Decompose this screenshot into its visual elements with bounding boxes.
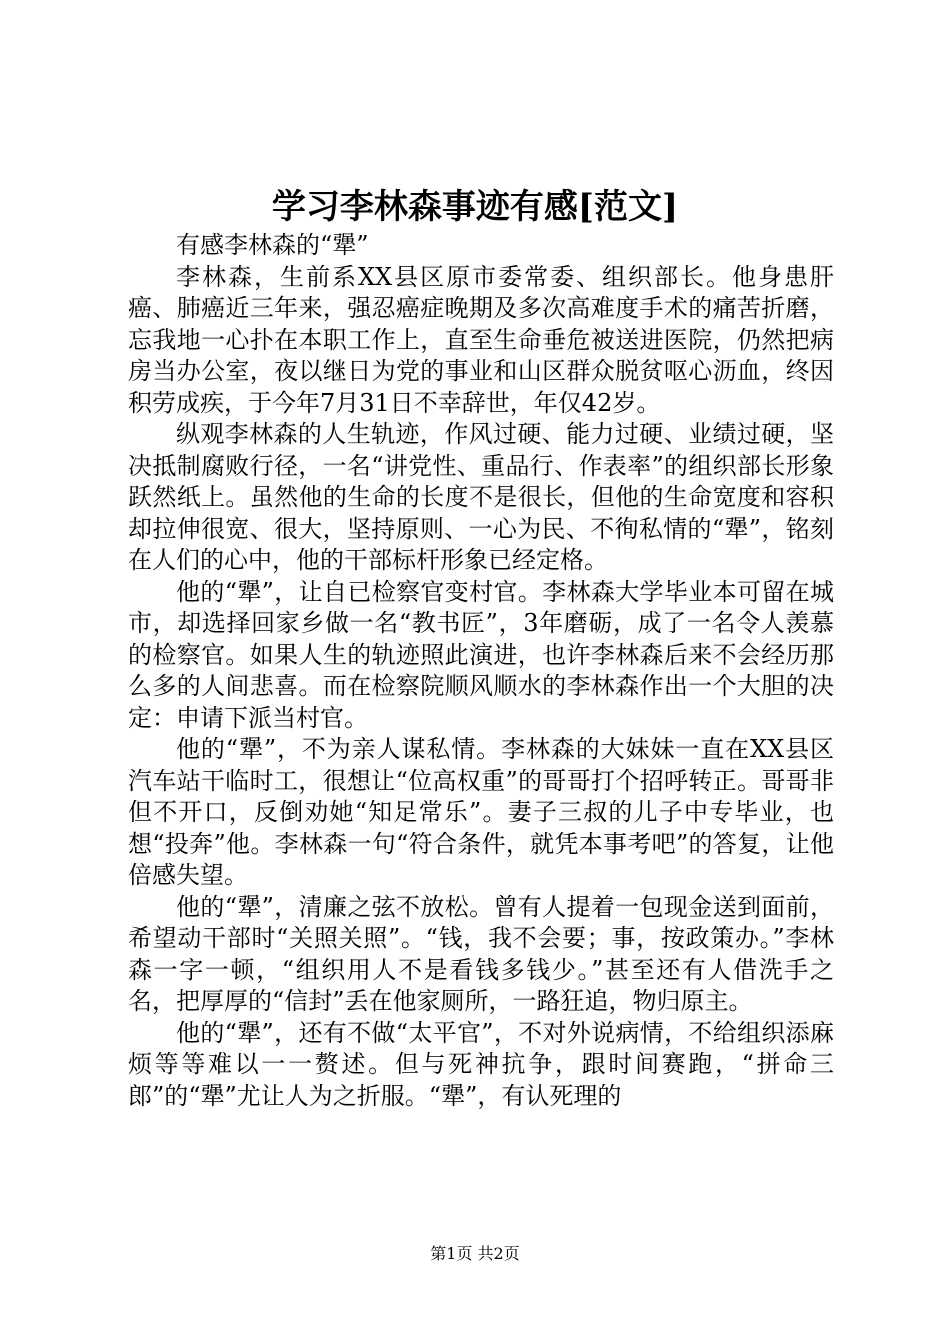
paragraph: 纵观李林森的人生轨迹，作风过硬、能力过硬、业绩过硬，坚决抵制腐败行径，一名“讲党性、重品行、作表率”的组织部长形象跃然纸上。虽然他的生命的长度不是很长，但他的生命宽度和容积却拉伸很宽、很大，坚持原则、一心为民、不徇私情的“犟”，铭刻在人们的心中，他的干部标杆形象已经定格。 xyxy=(128,420,834,574)
document-body xyxy=(128,230,834,1112)
paragraph: 他的“犟”，不为亲人谋私情。李林森的大妹妹一直在XX县区汽车站干临时工，很想让“位高权重”的哥哥打个招呼转正。哥哥非但不开口，反倒劝她“知足常乐”。妻子三叔的儿子中专毕业，也想“投奔”他。李林森一句“符合条件，就凭本事考吧”的答复，让他倍感失望。 xyxy=(128,735,834,889)
paragraph: 他的“犟”，清廉之弦不放松。曾有人提着一包现金送到面前，希望动干部时“关照关照”。“钱，我不会要；事，按政策办。”李林森一字一顿，“组织用人不是看钱多钱少。”甚至还有人借洗手之名，把厚厚的“信封”丢在他家厕所，一路狂追，物归原主。 xyxy=(128,892,834,1015)
paragraph: 李林森，生前系XX县区原市委常委、组织部长。他身患肝癌、肺癌近三年来，强忍癌症晚期及多次高难度手术的痛苦折磨，忘我地一心扑在本职工作上，直至生命垂危被送进医院，仍然把病房当办公室，夜以继日为党的事业和山区群众脱贫呕心沥血，终因积劳成疾，于今年7月31日不幸辞世，年仅42岁。 xyxy=(128,262,834,417)
paragraph: 他的“犟”，让自已检察官变村官。李林森大学毕业本可留在城市，却选择回家乡做一名“教书匠”，3年磨砺，成了一名令人羡慕的检察官。如果人生的轨迹照此演进，也许李林森后来不会经历那么多的人间悲喜。而在检察院顺风顺水的李林森作出一个大胆的决定：申请下派当村官。 xyxy=(128,577,834,732)
document-title: 学习李林森事迹有感[范文] xyxy=(271,187,679,227)
paragraph-subtitle: 有感李林森的“犟” xyxy=(176,231,369,259)
page-number-footer: 第1页 共2页 xyxy=(430,1244,520,1263)
paragraph: 他的“犟”，还有不做“太平官”，不对外说病情，不给组织添麻烦等等难以一一赘述。但与死神抗争，跟时间赛跑，“拼命三郎”的“犟”尤让人为之折服。“犟”，有认死理的 xyxy=(128,1018,834,1110)
